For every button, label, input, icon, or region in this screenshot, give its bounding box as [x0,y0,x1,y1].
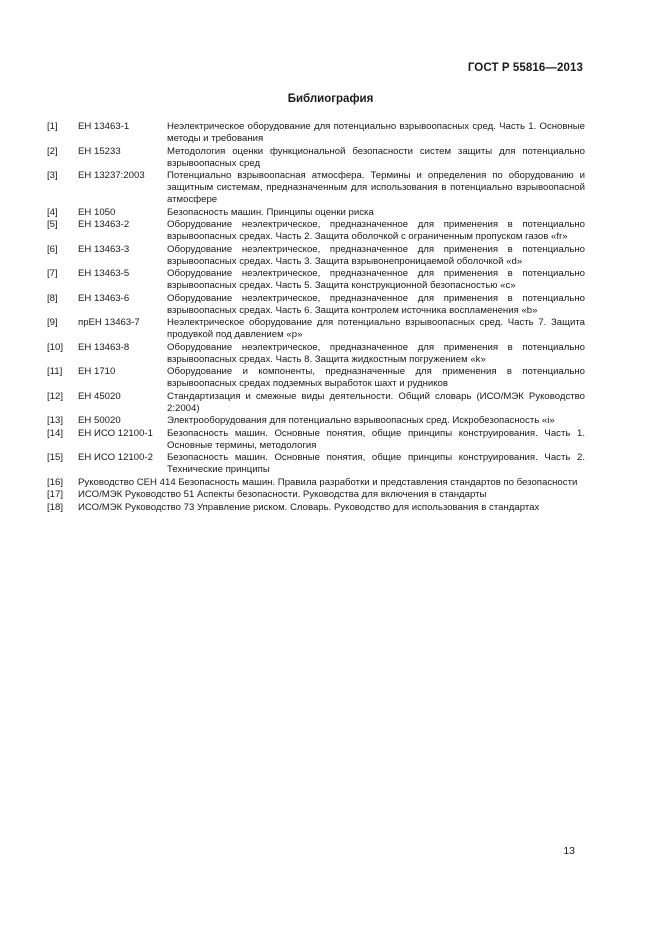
bibliography-entry [47,207,585,219]
entry-number: [10] [47,341,64,353]
bibliography-entry [47,489,585,501]
entry-title: Оборудование неэлектрическое, предназначенное для применения в потенциально взрывоопасных средах. Часть 2. Защита оболочкой с ограниченным пропуском газов «fr» [167,219,585,242]
bibliography-entry [47,219,585,243]
entry-standard-code: ЕН 1710 [78,366,116,377]
entry-standard-code: ЕН 15233 [78,145,121,157]
entry-number: [9] [47,317,58,328]
entry-number: [14] [47,427,64,439]
entry-standard-code: ЕН 13463-3 [78,243,130,255]
entry-number: [11] [47,366,63,377]
entry-standard-code: прЕН 13463-7 [78,317,140,328]
entry-title: Оборудование и компоненты, предназначенные для применения в потенциально взрывоопасных средах подземных выработок шахт и рудников [167,366,585,389]
page-title: Библиография [287,93,374,105]
entry-title: Стандартизация и смежные виды деятельности. Общий словарь (ИСО/МЭК Руководство 2:2004) [167,390,585,414]
entry-standard-code: ЕН ИСО 12100-2 [78,452,153,463]
bibliography-entry [47,366,585,390]
entry-number: [17] [47,489,64,500]
bibliography-entry [47,452,585,476]
entry-number: [2] [47,145,58,157]
entry-title: ИСО/МЭК Руководство 51 Аспекты безопасности. Руководства для включения в стандарты [78,489,487,500]
bibliography-entry [47,415,585,427]
entry-standard-code: ЕН 13463-8 [78,341,130,353]
entry-standard-code: ЕН 1050 [78,206,116,218]
bibliography-entry [47,502,585,514]
bibliography-entry [47,244,585,268]
bibliography-entry [47,170,585,206]
bibliography-entry [47,317,585,341]
entry-number: [3] [47,170,58,181]
entry-standard-code: ЕН 50020 [78,415,121,426]
entry-standard-code: ЕН 13237:2003 [78,170,145,181]
entry-title: ИСО/МЭК Руководство 73 Управление риском. Словарь. Руководство для использования в стандартах [78,501,540,513]
entry-number: [4] [47,206,58,218]
bibliography-entry [47,342,585,366]
document-code: ГОСТ Р 55816—2013 [467,62,583,74]
entry-standard-code: ЕН 45020 [78,390,121,402]
entry-title: Безопасность машин. Основные понятия, общие принципы конструирования. Часть 1. Основные термины, методология [167,427,585,451]
entry-title: Оборудование неэлектрическое, предназначенное для применения в потенциально взрывоопасных средах. Часть 8. Защита жидкостным погружением «k» [167,341,585,365]
entry-standard-code: ЕН ИСО 12100-1 [78,427,153,439]
entry-number: [16] [47,476,64,488]
entry-number: [8] [47,292,58,304]
bibliography-entry [47,121,585,145]
entry-title: Методология оценки функциональной безопасности систем защиты для потенциально взрывоопасных сред [167,145,585,169]
entry-title: Неэлектрическое оборудование для потенциально взрывоопасных сред. Часть 1. Основные методы и требования [167,121,585,144]
bibliography-entry [47,391,585,415]
entry-standard-code: ЕН 13463-6 [78,292,130,304]
entry-title: Электрооборудования для потенциально взрывоопасных сред. Искробезопасность «i» [167,415,555,426]
entry-number: [15] [47,452,64,463]
entry-title: Оборудование неэлектрическое, предназначенное для применения в потенциально взрывоопасных средах. Часть 3. Защита взрывонепроницаемой оболочкой «d» [167,243,585,267]
bibliography-entry [47,146,585,170]
entry-title: Руководство СЕН 414 Безопасность машин. Правила разработки и представления стандартов по безопасности [78,476,578,488]
entry-title: Потенциально взрывоопасная атмосфера. Термины и определения по оборудованию и защитным системам, предназначенным для использования в потенциально взрывоопасной атмосфере [167,170,585,205]
entry-title: Неэлектрическое оборудование для потенциально взрывоопасных сред. Часть 7. Защита продувкой под давлением «р» [167,317,585,340]
entry-title: Безопасность машин. Принципы оценки риска [167,206,374,218]
entry-standard-code: ЕН 13463-2 [78,219,130,230]
entry-number: [13] [47,415,64,426]
entry-standard-code: ЕН 13463-5 [78,268,130,279]
bibliography-entry [47,428,585,452]
entry-number: [5] [47,219,58,230]
page-number: 13 [563,845,575,857]
entry-number: [1] [47,121,58,132]
entry-number: [12] [47,390,64,402]
entry-title: Оборудование неэлектрическое, предназначенное для применения в потенциально взрывоопасных средах. Часть 5. Защита конструкционной безопасностью «с» [167,268,585,291]
bibliography-entry [47,477,585,489]
bibliography-list [47,121,585,514]
entry-title: Безопасность машин. Основные понятия, общие принципы конструирования. Часть 2. Технические принципы [167,452,585,475]
entry-number: [18] [47,501,64,513]
entry-number: [6] [47,243,58,255]
bibliography-entry [47,293,585,317]
entry-number: [7] [47,268,58,279]
entry-standard-code: ЕН 13463-1 [78,121,130,132]
bibliography-entry [47,268,585,292]
entry-title: Оборудование неэлектрическое, предназначенное для применения в потенциально взрывоопасных средах. Часть 6. Защита контролем источника воспламенения «b» [167,292,585,316]
